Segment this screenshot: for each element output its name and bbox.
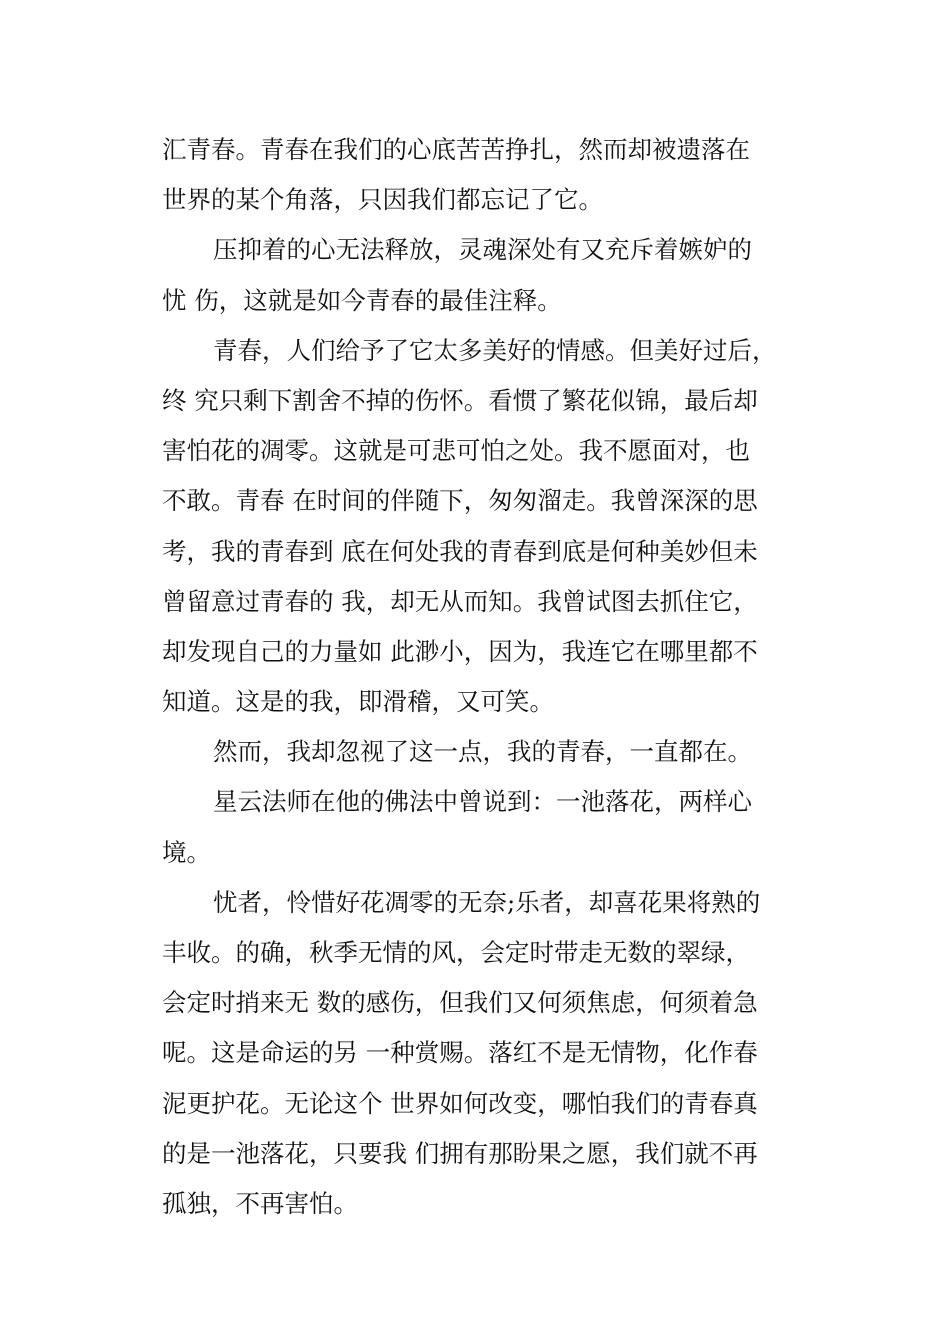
- text-line: 星云法师在他的佛法中曾说到：一池落花，两样心: [213, 787, 752, 817]
- text-line: 害怕花的凋零。这就是可悲可怕之处。我不愿面对，也: [162, 436, 750, 466]
- text-line: 世界的某个角落，只因我们都忘记了它。: [162, 185, 603, 215]
- text-line: 却发现自己的力量如 此渺小，因为，我连它在哪里都不: [162, 636, 758, 666]
- text-line: 知道。这是的我，即滑稽，又可笑。: [162, 687, 554, 717]
- text-line: 境。: [162, 837, 211, 867]
- text-line: 会定时捎来无 数的感伤，但我们又何须焦虑，何须着急: [162, 988, 758, 1018]
- text-line: 忧者，怜惜好花凋零的无奈;乐者，却喜花果将熟的: [213, 887, 761, 917]
- text-line: 终 究只剩下割舍不掉的伤怀。看惯了繁花似锦，最后却: [162, 385, 758, 415]
- text-line: 曾留意过青春的 我，却无从而知。我曾试图去抓住它，: [162, 586, 758, 616]
- text-line: 的是一池落花，只要我 们拥有那盼果之愿，我们就不再: [162, 1138, 758, 1168]
- text-line: 忧 伤，这就是如今青春的最佳注释。: [162, 285, 562, 315]
- text-line: 汇青春。青春在我们的心底苦苦挣扎，然而却被遗落在: [162, 135, 750, 164]
- text-line: 压抑着的心无法释放，灵魂深处有又充斥着嫉妒的: [213, 235, 752, 265]
- text-line: 泥更护花。无论这个 世界如何改变，哪怕我们的青春真: [162, 1088, 758, 1118]
- text-line: 青春，人们给予了它太多美好的情感。但美好过后，: [213, 335, 777, 365]
- text-line: 然而，我却忽视了这一点，我的青春，一直都在。: [213, 737, 752, 767]
- text-line: 考，我的青春到 底在何处我的青春到底是何种美妙但未: [162, 536, 758, 566]
- text-line: 不敢。青春 在时间的伴随下，匆匆溜走。我曾深深的思: [162, 486, 758, 516]
- text-line: 呢。这是命运的另 一种赏赐。落红不是无情物，化作春: [162, 1038, 758, 1068]
- text-line: 孤独，不再害怕。: [162, 1188, 358, 1218]
- body-text: [162, 125, 792, 1229]
- text-line: 丰收。的确，秋季无情的风，会定时带走无数的翠绿，: [162, 938, 750, 967]
